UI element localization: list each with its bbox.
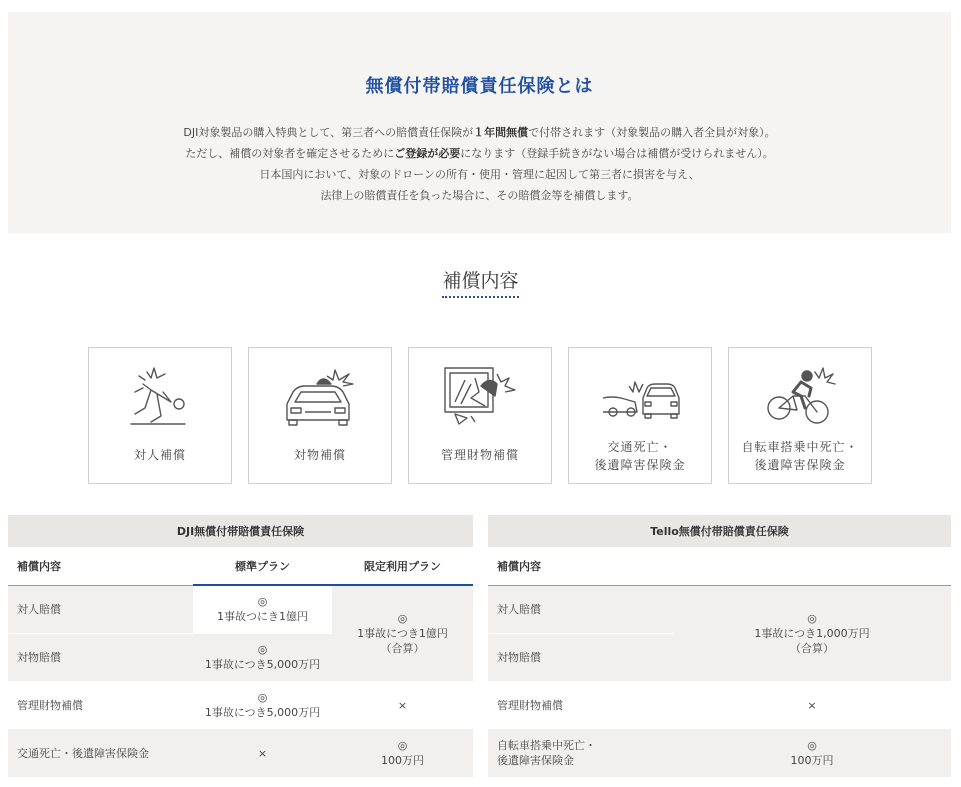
traffic-accident-icon <box>601 362 681 436</box>
cell-value: × <box>807 698 817 712</box>
intro-line-4: 法律上の賠償責任を負った場合に、その賠償金等を補償します。 <box>320 189 639 202</box>
col-header-limited-plan: 限定利用プラン <box>332 547 473 585</box>
col-header-coverage: 補償内容 <box>8 547 193 585</box>
table-title: DJI無償付帯賠償責任保険 <box>8 515 473 547</box>
card-label-line-1: 交通死亡・ <box>607 440 673 454</box>
cell-value: ◎ 1事故につき5,000万円 <box>204 691 321 719</box>
intro-line-2: ただし、補償の対象者を確定させるためにご登録が必要になります（登録手続きがない場合は補償が受けられません）。 <box>185 147 774 160</box>
card-label: 対物補償 <box>293 448 346 462</box>
cell-value: ◎ 1事故につき5,000万円 <box>193 633 332 681</box>
card-property-damage <box>248 347 392 484</box>
person-falling-icon <box>121 362 201 436</box>
row-label: 対物賠償 <box>8 633 193 681</box>
card-label: 管理財物補償 <box>440 448 519 462</box>
merged-cell-value: ◎ 1事故につき1,000万円 （合算） <box>673 585 951 681</box>
intro-body <box>8 122 951 206</box>
card-managed-property <box>408 347 552 484</box>
card-label-line-1: 自転車搭乗中死亡・ <box>741 440 859 454</box>
broken-window-icon <box>441 362 521 436</box>
card-label-line-2: 後遺障害保険金 <box>754 458 846 472</box>
dji-coverage-table <box>8 515 473 777</box>
table-title: Tello無償付帯賠償責任保険 <box>488 515 951 547</box>
col-header-coverage: 補償内容 <box>488 547 673 585</box>
car-crash-icon <box>281 362 361 436</box>
row-label: 対人賠償 <box>488 585 673 633</box>
merged-cell-value: ◎ 1事故につき1億円 （合算） <box>332 585 473 681</box>
table-row <box>488 681 951 729</box>
tello-coverage-table <box>488 515 951 777</box>
card-label-line-2: 後遺障害保険金 <box>594 458 686 472</box>
col-header-empty <box>673 547 951 585</box>
card-bodily-injury <box>88 347 232 484</box>
row-label: 自転車搭乗中死亡・ 後遺障害保険金 <box>488 729 673 777</box>
cell-value: × <box>397 698 408 712</box>
cell-value: ◎ 100万円 <box>673 729 951 777</box>
table-row <box>488 729 951 777</box>
card-bicycle-death <box>728 347 872 484</box>
table-row <box>8 729 473 777</box>
table-row <box>488 585 951 633</box>
cell-value: ◎ 100万円 <box>332 729 473 777</box>
col-header-standard-plan: 標準プラン <box>193 547 332 585</box>
intro-title: 無償付帯賠償責任保険とは <box>365 76 594 97</box>
intro-panel <box>8 12 951 233</box>
card-label: 対人補償 <box>133 448 186 462</box>
table-header-row <box>8 547 473 585</box>
cell-value: ◎ 1事故つにき1億円 <box>217 595 308 624</box>
table-header-row <box>488 547 951 585</box>
cell-value: × <box>193 729 332 777</box>
row-label: 交通死亡・後遺障害保険金 <box>8 729 193 777</box>
table-row <box>8 585 473 633</box>
section-heading <box>0 266 961 298</box>
coverage-cards <box>88 347 873 484</box>
intro-line-3: 日本国内において、対象のドローンの所有・使用・管理に起因して第三者に損害を与え、 <box>259 168 700 181</box>
row-label: 対人賠償 <box>8 585 193 633</box>
row-label: 管理財物補償 <box>497 699 563 712</box>
row-label: 管理財物補償 <box>17 699 83 712</box>
section-title: 補償内容 <box>442 266 518 298</box>
card-traffic-death <box>568 347 712 484</box>
row-label: 対物賠償 <box>488 633 673 681</box>
table-row <box>8 681 473 729</box>
intro-line-1: DJI対象製品の購入特典として、第三者への賠償責任保険が１年間無償で付帯されます（対象製品の購入者全員が対象）。 <box>183 126 776 139</box>
bicycle-accident-icon <box>761 362 841 436</box>
